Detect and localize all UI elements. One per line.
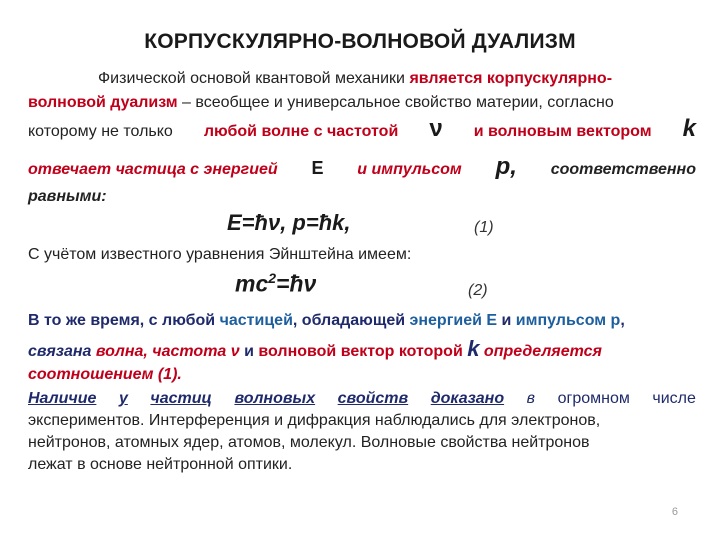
k-symbol: k xyxy=(467,336,480,361)
nu-symbol: ν xyxy=(429,115,443,142)
highlight-text: является корпускулярно- xyxy=(409,70,613,87)
paragraph-particle-wave-line3 xyxy=(28,364,696,386)
paragraph-intro-line2 xyxy=(28,92,696,114)
formula-2-mc: mc xyxy=(235,270,269,297)
highlight-text: отвечает частица с энергией xyxy=(28,161,278,178)
p-symbol: p, xyxy=(495,153,517,180)
underlined-word: у xyxy=(118,390,128,407)
paragraph-evidence-line2: экспериментов. Интерференция и дифракция наблюдались для электронов, xyxy=(28,412,601,429)
highlight-text: волновой вектор которой xyxy=(258,343,468,360)
underlined-word: свойств xyxy=(337,390,409,407)
highlight-text: соотношением (1). xyxy=(28,366,182,383)
formula-1-number: (1) xyxy=(474,219,494,236)
paragraph-particle-wave xyxy=(28,310,696,332)
page-number: 6 xyxy=(671,506,678,518)
underlined-word: Наличие xyxy=(28,390,97,407)
underlined-word: доказано xyxy=(430,390,505,407)
text-segment: , xyxy=(620,312,625,329)
formula-2-number: (2) xyxy=(468,282,488,299)
paragraph-particle-wave-line2 xyxy=(28,338,696,363)
paragraph-intro-line5 xyxy=(28,186,696,208)
paragraph-intro-line4 xyxy=(28,153,696,181)
underlined-word: волновых xyxy=(234,390,316,407)
formula-2 xyxy=(235,270,316,298)
text-segment: равными: xyxy=(28,188,107,205)
k-symbol: k xyxy=(682,115,696,142)
blue-term: энергией E xyxy=(409,312,498,329)
text-segment: и xyxy=(239,343,259,360)
text-segment: – всеобщее и универсальное свойство материи, согласно xyxy=(177,94,614,111)
text-segment: огромном xyxy=(557,390,630,407)
text-segment: связана xyxy=(28,343,96,360)
formula-2-sup: 2 xyxy=(268,270,277,286)
paragraph-evidence-line3: нейтронов, атомных ядер, атомов, молекул. Волновые свойства нейтронов xyxy=(28,434,590,451)
highlight-text: волновой дуализм xyxy=(28,94,178,111)
paragraph-intro-line3 xyxy=(28,115,696,143)
underlined-word: частиц xyxy=(150,390,212,407)
blue-term: импульсом p xyxy=(515,312,621,329)
e-symbol: E xyxy=(311,158,324,178)
highlight-text: и импульсом xyxy=(357,161,462,178)
paragraph-evidence-line1 xyxy=(28,388,696,410)
formula-2-rest: =ħν xyxy=(276,270,317,297)
text-segment: в xyxy=(526,390,536,407)
formula-1: E=ħν, p=ħk, xyxy=(227,210,351,235)
text-segment: числе xyxy=(652,390,696,407)
text-segment: которому не только xyxy=(28,123,173,140)
highlight-text: волна, частота ν xyxy=(95,343,240,360)
highlight-text: и волновым вектором xyxy=(473,123,652,140)
slide-title: КОРПУСКУЛЯРНО-ВОЛНОВОЙ ДУАЛИЗМ xyxy=(144,30,576,53)
text-segment: и xyxy=(497,312,516,329)
blue-term: частицей xyxy=(219,312,293,329)
text-segment: В то же время, с любой xyxy=(28,312,220,329)
highlight-text: определяется xyxy=(479,343,602,360)
text-segment: Физической основой квантовой механики xyxy=(98,70,410,87)
paragraph-intro xyxy=(28,68,696,90)
paragraph-evidence-line4: лежат в основе нейтронной оптики. xyxy=(28,456,293,473)
paragraph-einstein: С учётом известного уравнения Эйнштейна имеем: xyxy=(28,246,412,263)
text-segment: соответственно xyxy=(550,161,696,178)
text-segment: , обладающей xyxy=(292,312,410,329)
highlight-text: любой волне с частотой xyxy=(203,123,399,140)
